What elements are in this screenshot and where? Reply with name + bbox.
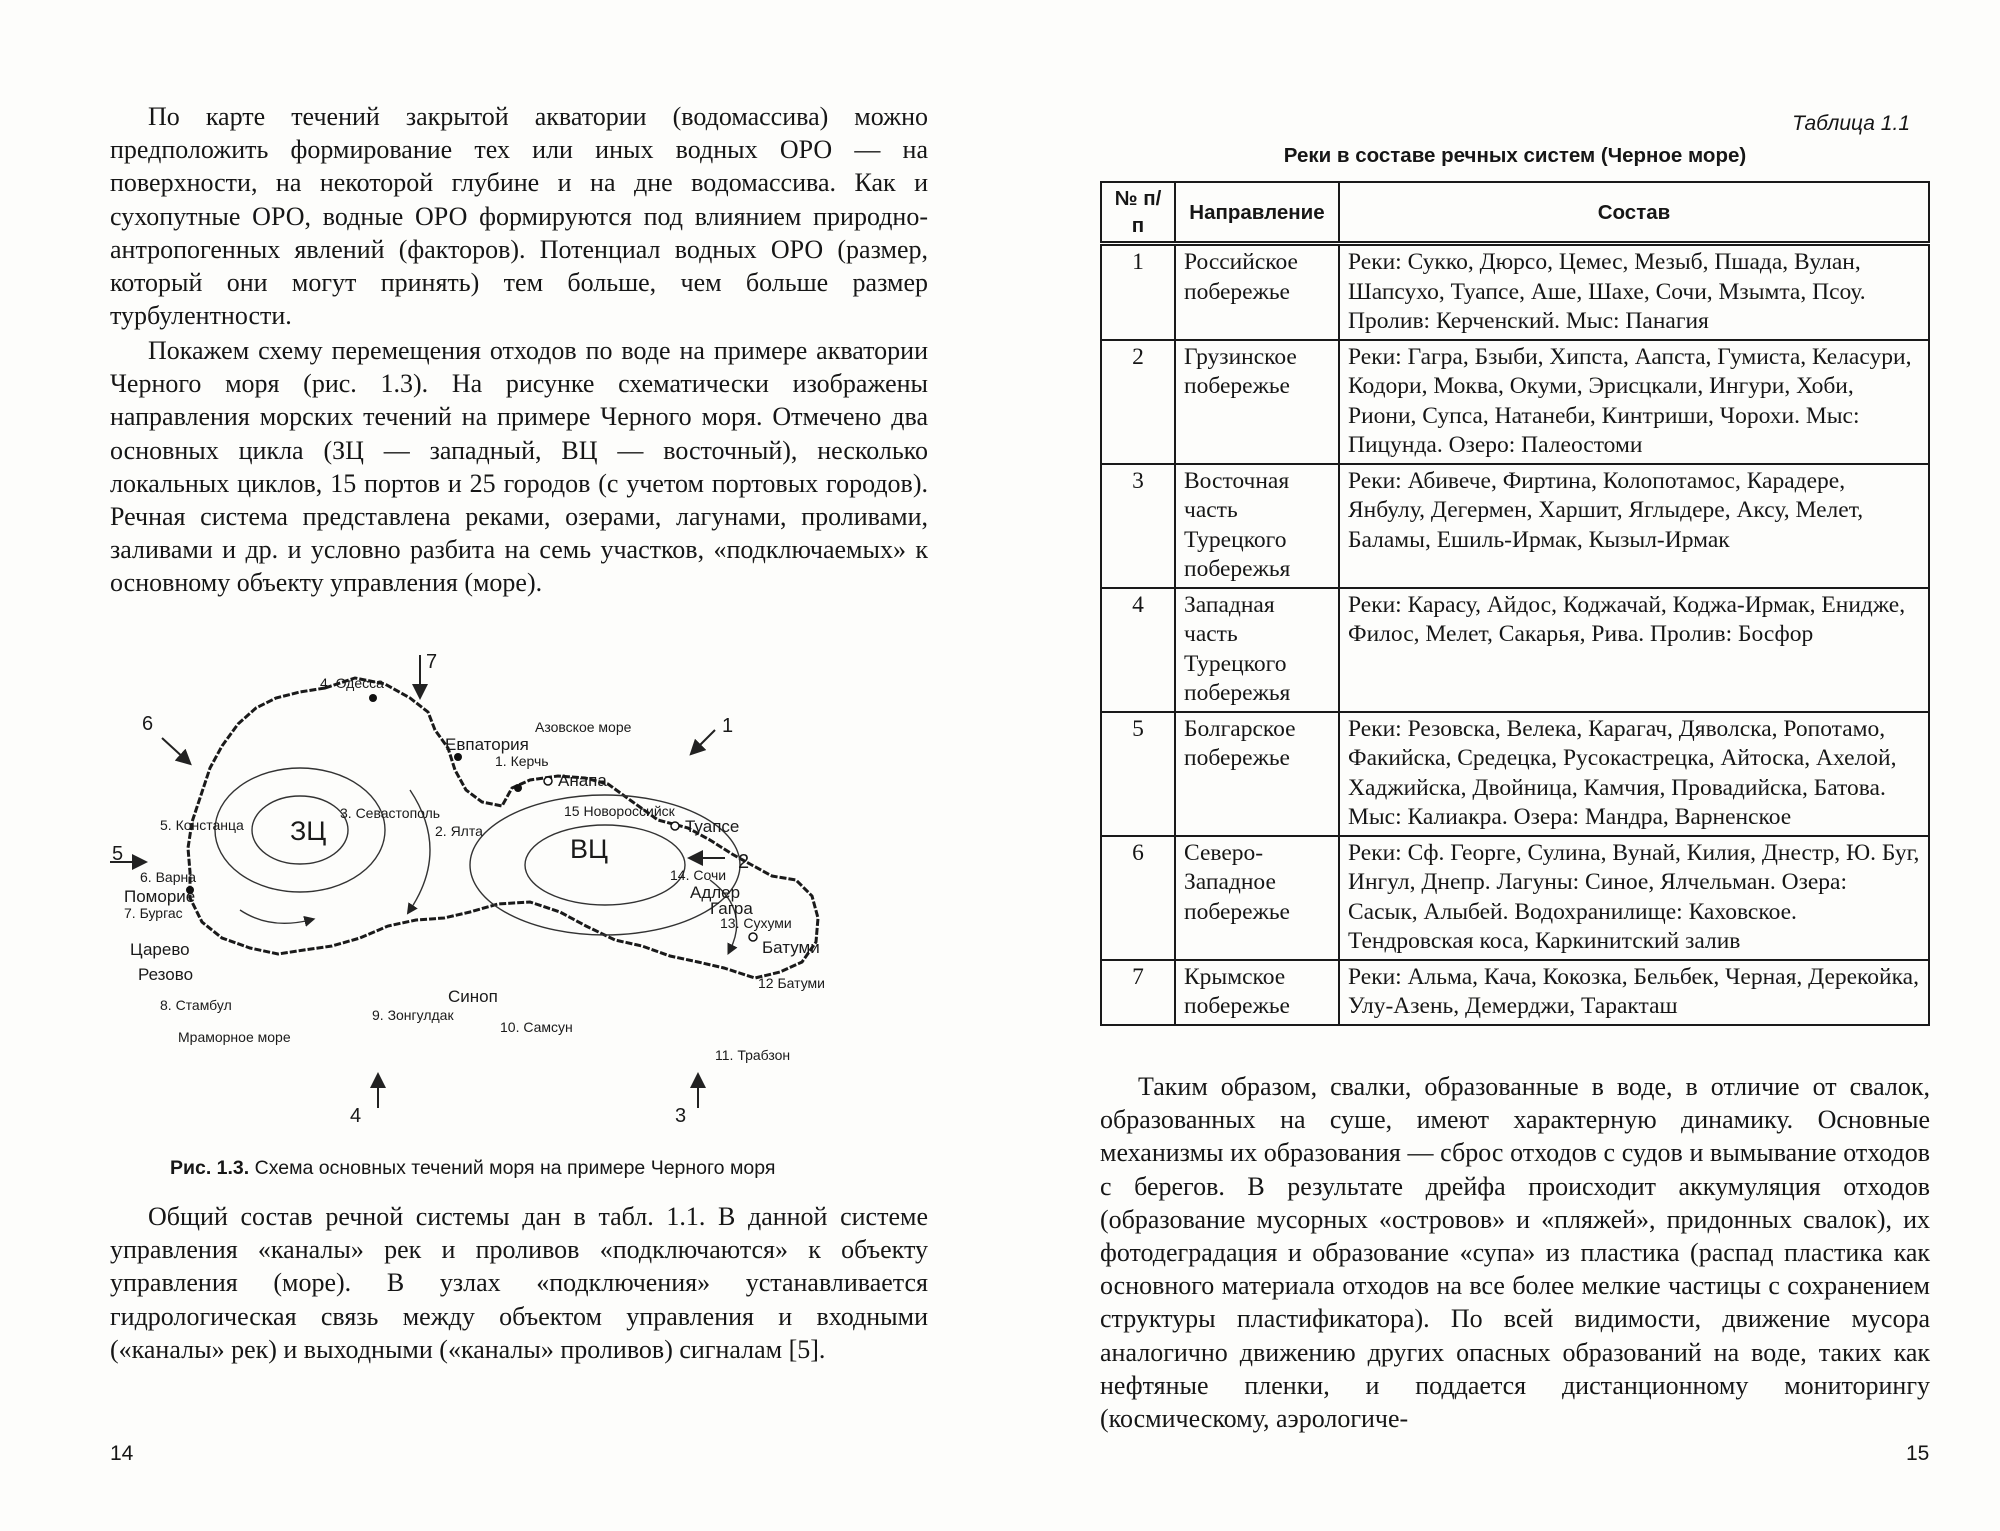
port-label: 8. Стамбул — [160, 997, 232, 1013]
direction-number: 3 — [675, 1105, 687, 1127]
header-number: № п/п — [1101, 182, 1175, 244]
port-label: 11. Трабзон — [715, 1047, 791, 1063]
port-label: 13. Сухуми — [720, 915, 792, 931]
table-title: Реки в составе речных систем (Черное море) — [1283, 144, 1747, 167]
direction-number: 5 — [112, 843, 124, 865]
row-direction: Крымское побережье — [1175, 960, 1339, 1025]
table-row — [1101, 340, 1929, 464]
row-number: 4 — [1101, 588, 1175, 712]
row-number: 5 — [1101, 712, 1175, 836]
port-label: 15 Новороссийск — [564, 803, 675, 819]
port-label: Резово — [138, 965, 194, 984]
table-row — [1101, 836, 1929, 960]
header-direction: Направление — [1175, 182, 1339, 244]
row-number: 7 — [1101, 960, 1175, 1025]
port-label: Царево — [130, 940, 190, 959]
port-label: 12 Батуми — [758, 975, 825, 991]
direction-number: 7 — [426, 651, 438, 673]
port-label: Адлер — [690, 883, 741, 902]
table-row — [1101, 712, 1929, 836]
port-dot — [454, 753, 462, 761]
left-paragraph-2: Покажем схему перемещения отходов по воде на примере акватории Черного моря (рис. 1.3). На рисунке схематически изображены направления морских течений на примере Черного моря. Отмечено два основных цикла (ЗЦ — западный, ВЦ — восточный), несколько локальных циклов, 15 портов и 25 городов (с учетом портовых городов). Речная система представлена реками, озерами, лагунами, проливами, заливами и др. и условно разбита на семь участков, «подключаемых» к основному объекту управления (море). — [110, 336, 928, 598]
row-composition: Реки: Резовска, Велека, Карагач, Дяволска, Ропотамо, Факийска, Средецка, Русокастрецка, Айтоска, Ахелой, Хаджийска, Двойница, Камчия, Провадийска, Батова. Мыс: Калиакра. Озера: Мандра, Варненское — [1339, 712, 1929, 836]
row-number: 2 — [1101, 340, 1175, 464]
row-number: 1 — [1101, 244, 1175, 340]
page-number-left: 14 — [110, 1442, 134, 1465]
row-direction: Западная часть Турецкого побережья — [1175, 588, 1339, 712]
port-label: 4. Одесса — [320, 675, 384, 691]
row-composition: Реки: Альма, Кача, Кокозка, Бельбек, Черная, Дерекойка, Улу-Азень, Демерджи, Таракташ — [1339, 960, 1929, 1025]
port-label: 1. Керчь — [495, 753, 549, 769]
right-page — [1000, 0, 2000, 1531]
table-number: Таблица 1.1 — [1792, 112, 1910, 135]
table-row — [1101, 244, 1929, 340]
direction-number: 1 — [722, 715, 734, 737]
port-label: Азовское море — [535, 719, 632, 735]
figure-caption-label: Рис. 1.3. — [170, 1157, 250, 1179]
port-label: Мраморное море — [178, 1029, 291, 1045]
row-composition: Реки: Сукко, Дюрсо, Цемес, Мезыб, Пшада, Вулан, Шапсухо, Туапсе, Аше, Шахе, Сочи, Мзымта, Псоу. Пролив: Керченский. Мыс: Панагия — [1339, 244, 1929, 340]
page-number-right: 15 — [1906, 1442, 1930, 1465]
row-composition: Реки: Абивече, Фиртина, Колопотамос, Карадере, Янбулу, Дегермен, Харшит, Яглыдере, Аксу, Мелет, Баламы, Ешиль-Ирмак, Кызыл-Ирмак — [1339, 464, 1929, 588]
port-label: 7. Бургас — [124, 905, 183, 921]
port-label: 14. Сочи — [670, 867, 727, 883]
cycle-label-west: ЗЦ — [290, 816, 327, 846]
port-label: Туапсе — [685, 817, 740, 836]
row-composition: Реки: Сф. Георге, Сулина, Вунай, Килия, Днестр, Ю. Буг, Ингул, Днепр. Лагуны: Синое, Ялчельман. Озера: Сасык, Алыбей. Водохранилище: Каховское. Тендровская коса, Каркинитский залив — [1339, 836, 1929, 960]
row-number: 6 — [1101, 836, 1175, 960]
table-row — [1101, 588, 1929, 712]
figure-caption — [170, 1157, 890, 1180]
header-composition: Состав — [1339, 182, 1929, 244]
direction-number: 4 — [350, 1105, 362, 1127]
table-row — [1101, 960, 1929, 1025]
figure-caption-text: Схема основных течений моря на примере Черного моря — [254, 1157, 776, 1179]
port-dot — [369, 694, 377, 702]
row-direction: Российское побережье — [1175, 244, 1339, 340]
row-composition: Реки: Гагра, Бзыби, Хипста, Аапста, Гумиста, Келасури, Кодори, Моква, Окуми, Эрисцкали, Ингури, Хоби, Риони, Супса, Натанеби, Кинтриши, Чорохи. Мыс: Пицунда. Озеро: Палеостоми — [1339, 340, 1929, 464]
port-label: 2. Ялта — [435, 823, 483, 839]
row-direction: Восточная часть Турецкого побережья — [1175, 464, 1339, 588]
port-label: Евпатория — [445, 735, 529, 754]
row-direction: Грузинское побережье — [1175, 340, 1339, 464]
left-paragraph-1: По карте течений закрытой акватории (водомассива) можно предположить формирование тех или иных водных ОРО — на поверхности, на некоторой глубине и на дне водомассива. Как и сухопутные ОРО, водные ОРО формируются под влиянием природно-антропогенных явлений (факторов). Потенциал водных ОРО (размер, который они могут принять) тем больше, чем больше размер турбулентности. — [110, 102, 928, 331]
port-label: Гагра — [710, 899, 753, 918]
port-label: Синоп — [448, 987, 498, 1006]
direction-number: 6 — [142, 713, 154, 735]
direction-arrow — [695, 730, 715, 750]
port-label: 3. Севастополь — [340, 805, 441, 821]
current-arrow — [240, 910, 310, 923]
row-composition: Реки: Карасу, Айдос, Коджачай, Коджа-Ирмак, Енидже, Филос, Мелет, Сакарья, Рива. Пролив: Босфор — [1339, 588, 1929, 712]
table-row — [1101, 464, 1929, 588]
black-sea-current-map — [110, 650, 870, 1130]
port-label: Батуми — [762, 938, 820, 957]
port-label: 10. Самсун — [500, 1019, 573, 1035]
port-label: Анапа — [558, 771, 607, 790]
direction-arrow — [162, 738, 186, 760]
port-label: Поморие — [124, 887, 196, 906]
row-direction: Северо-Западное побережье — [1175, 836, 1339, 960]
cycle-label-east: ВЦ — [570, 834, 608, 864]
port-dot — [544, 777, 552, 785]
port-dot — [749, 933, 757, 941]
table-header-row — [1101, 182, 1929, 244]
port-label: 9. Зонгулдак — [372, 1007, 454, 1023]
port-dot — [671, 822, 679, 830]
rivers-table — [1100, 181, 1930, 1026]
port-dot — [514, 784, 522, 792]
row-direction: Болгарское побережье — [1175, 712, 1339, 836]
right-paragraph: Таким образом, свалки, образованные в воде, в отличие от свалок, образованных на суше, имеют характерную динамику. Основные механизмы их образования — сброс отходов с судов и вымывание отходов с берегов. В результате дрейфа происходит аккумуляция отходов (образование мусорных «островов» и «пляжей», придонных свалок), их фотодеградация и образование «супа» из пластика (распад пластика как основного материала отходов на все более мелкие частицы с сохранением структуры пластификатора). По всей видимости, движение мусора аналогично движению других опасных образований на воде, таких как нефтяные пленки, и поддается дистанционному мониторингу (космическому, аэрологиче- — [1100, 1072, 1930, 1434]
left-paragraph-3: Общий состав речной системы дан в табл. 1.1. В данной системе управления «каналы» рек и проливов «подключаются» к объекту управления (море). В узлах «подключения» устанавливается гидрологическая связь между объектом управления и входными («каналы» рек) и выходными («каналы» проливов) сигналам [5]. — [110, 1202, 928, 1364]
direction-number: 2 — [738, 851, 750, 873]
port-label: 6. Варна — [140, 869, 196, 885]
port-label: 5. Констанца — [160, 817, 244, 833]
row-number: 3 — [1101, 464, 1175, 588]
